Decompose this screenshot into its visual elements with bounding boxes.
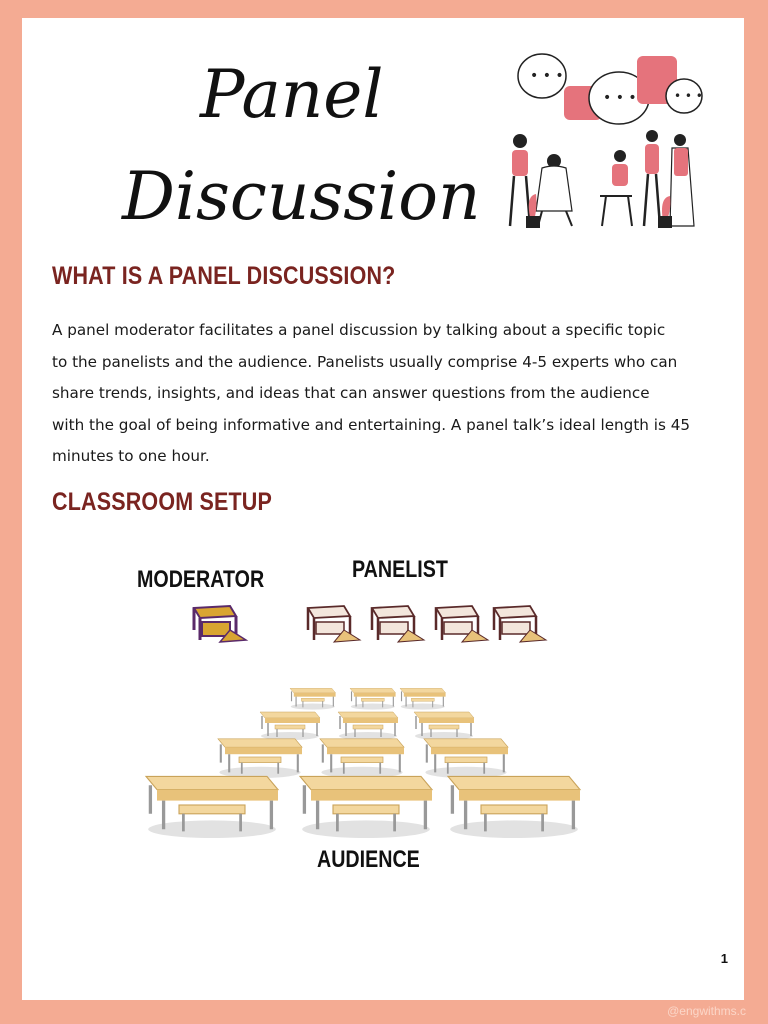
section-body — [52, 315, 732, 473]
title-line-2: Discussion — [122, 158, 481, 235]
page — [22, 18, 744, 1000]
panelist-desks-icon — [304, 600, 554, 644]
body-line: with the goal of being informative and entertaining. A panel talk’s ideal length is 45 — [52, 415, 691, 434]
body-line: to the panelists and the audience. Panelists usually comprise 4-5 experts who can — [52, 352, 678, 371]
audience-desks-icon — [142, 683, 582, 843]
svg-text:• • •: • • • — [530, 68, 564, 84]
section-heading-classroom-setup: CLASSROOM SETUP — [52, 488, 272, 516]
body-line: minutes to one hour. — [52, 447, 210, 465]
moderator-label: MODERATOR — [137, 566, 265, 593]
body-line: share trends, insights, and ideas that can answer questions from the audience — [52, 384, 650, 402]
section-heading-what-is: WHAT IS A PANEL DISCUSSION? — [52, 262, 396, 290]
title-line-1: Panel — [200, 56, 384, 133]
audience-label: AUDIENCE — [317, 846, 420, 873]
page-number: 1 — [720, 951, 728, 966]
svg-text:• • •: • • • — [603, 90, 637, 106]
moderator-desk-icon — [190, 600, 248, 644]
discussion-illustration-icon — [502, 36, 712, 236]
svg-text:• • •: • • • — [674, 89, 703, 103]
body-line: A panel moderator facilitates a panel discussion by talking about a specific topic — [52, 321, 666, 339]
watermark: @engwithms.c — [667, 1004, 746, 1018]
panelist-label: PANELIST — [352, 556, 448, 583]
